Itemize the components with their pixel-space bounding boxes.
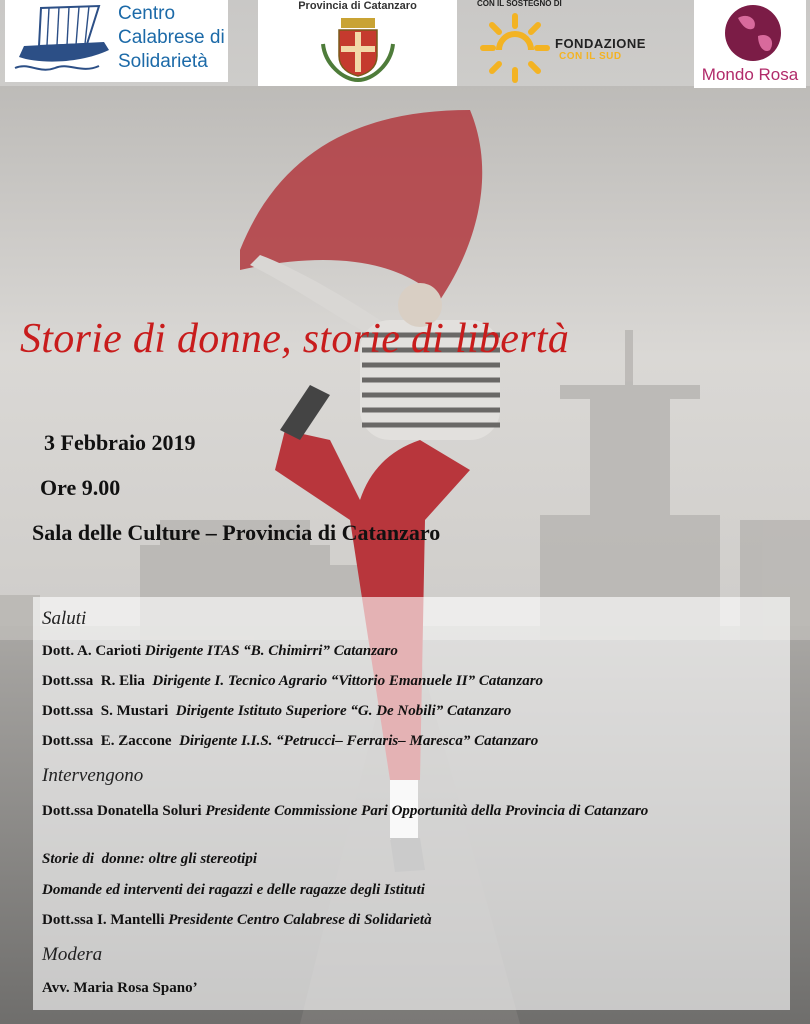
intervengono-item <box>42 912 432 929</box>
modera-name: Avv. Maria Rosa Spano’ <box>42 980 198 996</box>
ccs-line2: Calabrese di <box>118 27 225 48</box>
saluti-item-role: Dirigente Istituto Superiore “G. De Nobili” Catanzaro <box>175 703 512 719</box>
saluti-item <box>42 673 543 690</box>
saluti-item <box>42 643 398 660</box>
fondazione-logo <box>473 0 663 86</box>
mondo-rosa-logo <box>694 0 806 88</box>
saluti-item <box>42 703 511 720</box>
modera-heading: Modera <box>42 944 103 965</box>
saluti-item-name: Dott.ssa S. Mustari <box>42 703 176 719</box>
intervengono-item <box>42 882 425 899</box>
centro-calabrese-logo <box>5 0 228 82</box>
event-date: 3 Febbraio 2019 <box>44 430 196 455</box>
intervengono-item-role: Presidente Centro Calabrese di Solidarietà <box>168 912 432 928</box>
provincia-label: Provincia di Catanzaro <box>298 0 417 12</box>
saluti-item-role: Dirigente I. Tecnico Agrario “Vittorio Emanuele II” Catanzaro <box>152 673 544 689</box>
event-time: Ore 9.00 <box>40 475 121 500</box>
intervengono-heading: Intervengono <box>42 765 144 786</box>
coat-of-arms-icon <box>313 14 403 84</box>
intervengono-item-name: Dott.ssa Donatella Soluri <box>42 803 206 819</box>
fondazione-name: FONDAZIONE <box>555 36 646 51</box>
provincia-logo <box>258 0 457 86</box>
intervengono-item <box>42 801 762 821</box>
intervengono-topic: Storie di donne: oltre gli stereotipi <box>42 851 258 867</box>
event-title: Storie di donne, storie di libertà <box>20 316 570 362</box>
event-venue: Sala delle Culture – Provincia di Catanzaro <box>32 520 441 545</box>
intervengono-item <box>42 851 257 868</box>
intervengono-discussion: Domande ed interventi dei ragazzi e delle ragazze degli Istituti <box>42 882 425 898</box>
mondo-rosa-label: Mondo Rosa <box>701 65 799 84</box>
ccs-line3: Solidarietà <box>118 51 208 72</box>
saluti-item-name: Dott.ssa R. Elia <box>42 673 153 689</box>
saluti-item-name: Dott. A. Carioti <box>42 643 145 659</box>
saluti-item-role: Dirigente ITAS “B. Chimirri” Catanzaro <box>144 643 398 659</box>
saluti-item-role: Dirigente I.I.S. “Petrucci– Ferraris– Maresca” Catanzaro <box>179 733 539 749</box>
saluti-item-name: Dott.ssa E. Zaccone <box>42 733 180 749</box>
sun-icon <box>477 10 553 86</box>
globe-icon <box>718 2 788 64</box>
ccs-line1: Centro <box>118 3 176 24</box>
modera-item <box>42 980 198 997</box>
ship-icon <box>9 2 117 80</box>
intervengono-item-name: Dott.ssa I. Mantelli <box>42 912 169 928</box>
fondazione-small-label: CON IL SOSTEGNO DI <box>477 0 562 8</box>
intervengono-item-role: Presidente Commissione Pari Opportunità della Provincia di Catanzaro <box>205 803 649 819</box>
fondazione-sub: CON IL SUD <box>559 51 622 62</box>
saluti-item <box>42 733 538 750</box>
saluti-heading: Saluti <box>42 608 87 629</box>
